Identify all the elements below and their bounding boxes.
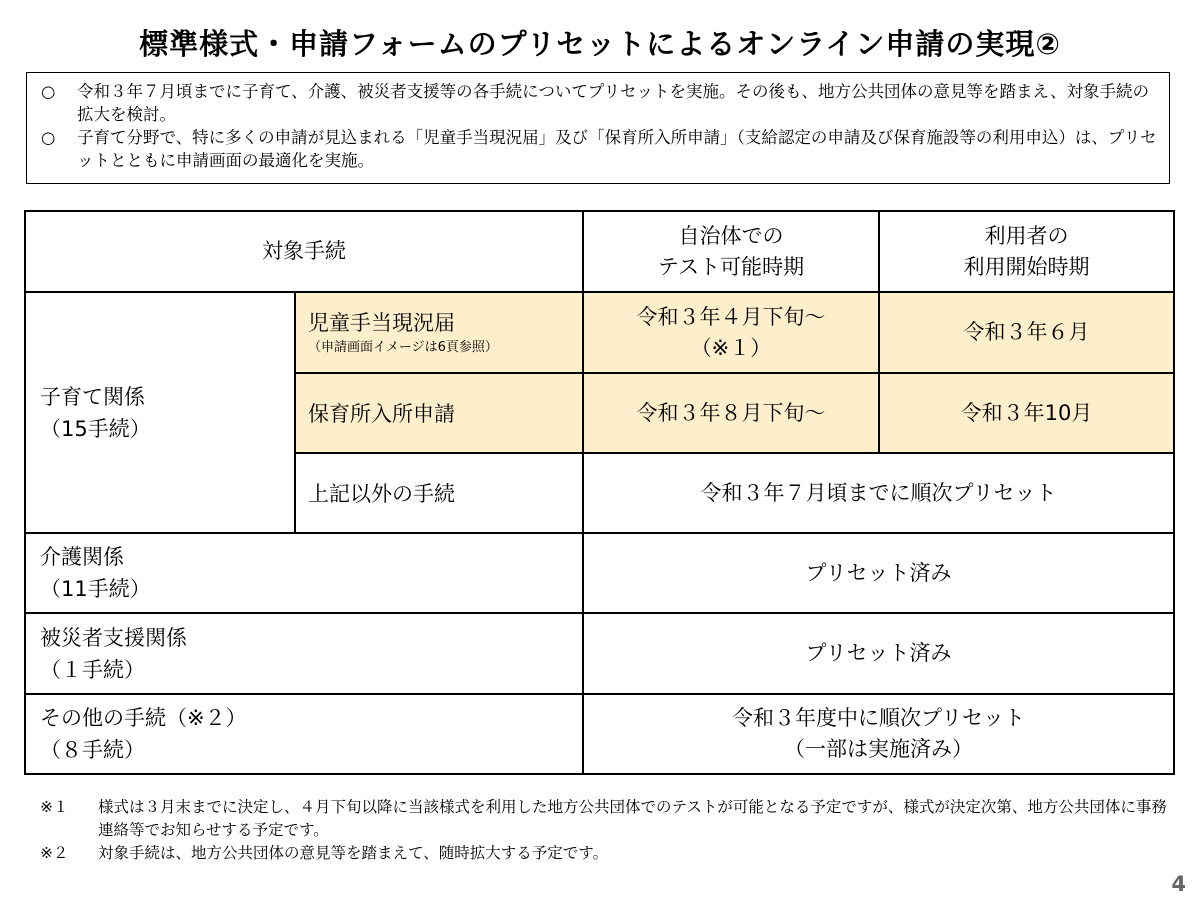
header-test-period: 自治体での テスト可能時期	[583, 211, 879, 292]
footnote-text: 様式は３月末までに決定し、４月下旬以降に当該様式を利用した地方公共団体でのテストが可能となる予定ですが、様式が決定次第、地方公共団体に事務連絡等でお知らせする予定です。	[98, 798, 1167, 839]
test-period-cell: 令和３年４月下旬～ （※１）	[583, 292, 879, 373]
page-number: 4	[1171, 872, 1186, 896]
header-procedure: 対象手続	[25, 211, 583, 292]
status-cell: プリセット済み	[583, 533, 1174, 613]
procedure-child-allowance: 児童手当現況届 （申請画面イメージは6頁参照）	[295, 292, 583, 373]
summary-item	[41, 126, 1157, 172]
footnotes	[40, 796, 1170, 865]
footnote-text: 対象手続は、地方公共団体の意見等を踏まえて、随時拡大する予定です。	[98, 844, 608, 862]
start-period-cell: 令和３年10月	[879, 373, 1174, 453]
status-cell: 令和３年度中に順次プリセット （一部は実施済み）	[583, 694, 1174, 774]
procedure-others: 上記以外の手続	[295, 453, 583, 533]
page-title: 標準様式・申請フォームのプリセットによるオンライン申請の実現②	[139, 27, 1061, 61]
footnote-mark: ※１	[40, 798, 69, 816]
table-row	[25, 694, 1174, 774]
category-other: その他の手続（※２） （８手続）	[25, 694, 583, 774]
procedure-nursery-application: 保育所入所申請	[295, 373, 583, 453]
category-nursing: 介護関係 （11手続）	[25, 533, 583, 613]
procedure-table	[24, 210, 1175, 775]
table-row	[25, 613, 1174, 694]
footnote-item	[40, 796, 1170, 842]
start-period-cell: 令和３年６月	[879, 292, 1174, 373]
footnote-mark: ※２	[40, 844, 69, 862]
table-header-row	[25, 211, 1174, 292]
table-row	[25, 292, 1174, 373]
summary-text: 令和３年７月頃までに子育て、介護、被災者支援等の各手続についてプリセットを実施。その後も、地方公共団体の意見等を踏まえ、対象手続の拡大を検討。	[77, 82, 1150, 124]
summary-text: 子育て分野で、特に多くの申請が見込まれる「児童手当現況届」及び「保育所入所申請」（支給認定の申請及び保育施設等の利用申込）は、プリセットとともに申請画面の最適化を実施。	[77, 128, 1157, 170]
table-row	[25, 533, 1174, 613]
category-childcare: 子育て関係 （15手続）	[25, 292, 295, 533]
category-disaster: 被災者支援関係 （１手続）	[25, 613, 583, 694]
summary-item	[41, 80, 1157, 126]
summary-box	[26, 72, 1170, 184]
status-cell: プリセット済み	[583, 613, 1174, 694]
header-start-period: 利用者の 利用開始時期	[879, 211, 1174, 292]
test-period-cell: 令和３年８月下旬～	[583, 373, 879, 453]
procedure-note: （申請画面イメージは6頁参照）	[308, 339, 498, 355]
circle-bullet: ○	[41, 82, 56, 101]
footnote-item	[40, 842, 1170, 865]
circle-bullet: ○	[41, 128, 56, 147]
schedule-cell: 令和３年７月頃までに順次プリセット	[583, 453, 1174, 533]
